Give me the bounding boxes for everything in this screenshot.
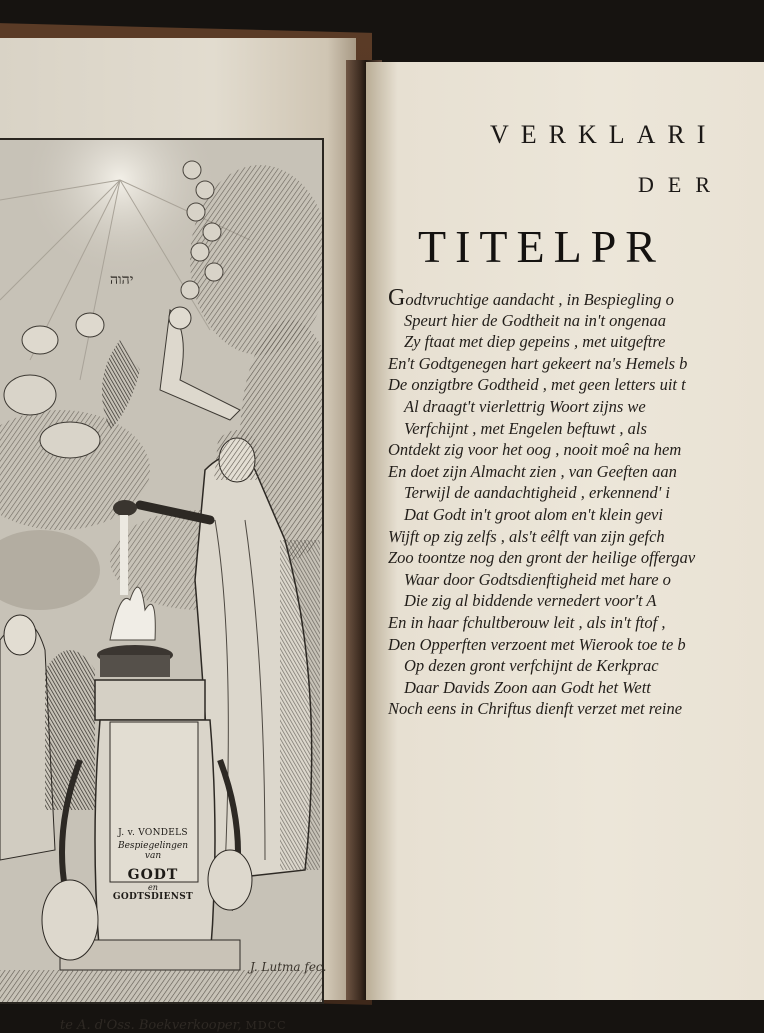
engraver-signature: J. Lutma fec.: [250, 960, 327, 974]
poem-line: Wijft op zig zelfs , als't eêlft van zijn gefch: [388, 526, 665, 546]
poem-line: Daar Davids Zoon aan Godt het Wett: [404, 677, 651, 697]
poem-line: Waar door Godtsdienftigheid met hare o: [404, 569, 671, 589]
altar-inscription: [108, 812, 198, 962]
poem-line: En doet zijn Almacht zien , van Geeften aan: [388, 461, 677, 481]
left-page-frontispiece: [0, 38, 356, 1033]
poem-line: Noch eens in Chriftus dienft verzet met reine: [388, 699, 683, 719]
poem-line: Terwijl de aandachtigheid , erkennend' i: [404, 483, 670, 503]
right-page-text: [366, 62, 764, 1000]
poem-line: Dat Godt in't groot alom en't klein gevi: [404, 504, 663, 524]
poem-line: Op dezen gront verfchijnt de Kerkprac: [404, 656, 659, 676]
poem-line: Speurt hier de Godtheit na in't ongenaa: [404, 310, 666, 330]
poem-line: En't Godtgenegen hart gekeert na's Hemels b: [388, 353, 688, 373]
engraved-plate: [0, 138, 327, 1004]
heading-verklaring: VERKLARI: [490, 120, 718, 149]
imprint-year: MDCC: [245, 1019, 287, 1032]
poem-line: Verfchijnt , met Engelen beftuwt , als: [404, 418, 647, 438]
poem-line: Godtvruchtige aandacht , in Bespiegling o: [388, 285, 674, 311]
plaque-godt: GODT: [127, 867, 179, 883]
poem-line: Ontdekt zig voor het oog , nooit moê na hem: [388, 440, 682, 460]
poem-line: De onzigtbre Godtheid , met geen letters uit t: [388, 375, 686, 395]
hebrew-tetragrammaton: יהוה: [110, 272, 134, 288]
heading-titelprint: TITELPR: [418, 221, 665, 272]
poem-line: Zoo toontze nog den gront der heilige offergav: [388, 548, 696, 568]
ground: [0, 970, 322, 1002]
plaque-en: en: [148, 883, 158, 892]
poem-text: [388, 285, 696, 720]
plaque-title: Bespiegelingen: [117, 841, 189, 851]
heading-der: DER: [638, 172, 724, 197]
poem-line: En in haar fchultberouw leit , als in't ftof ,: [388, 612, 666, 632]
publisher-imprint: [60, 1018, 287, 1033]
plaque-godtsdienst: GODTSDIENST: [112, 892, 194, 902]
poem-line: Al draagt't vierlettrig Woort zijns we: [404, 396, 646, 416]
imprint-text: te A. d'Oss. Boekverkooper,: [60, 1018, 242, 1033]
poem-line: Die zig al biddende vernedert voor't A: [404, 591, 657, 611]
poem-line: Zy ftaat met diep gepeins , met uitgeftre: [404, 332, 666, 352]
plaque-van: van: [144, 851, 162, 861]
poem-line: Den Opperften verzoent met Wierook toe te b: [388, 634, 686, 654]
plaque-author: J. v. VONDELS: [118, 828, 188, 838]
